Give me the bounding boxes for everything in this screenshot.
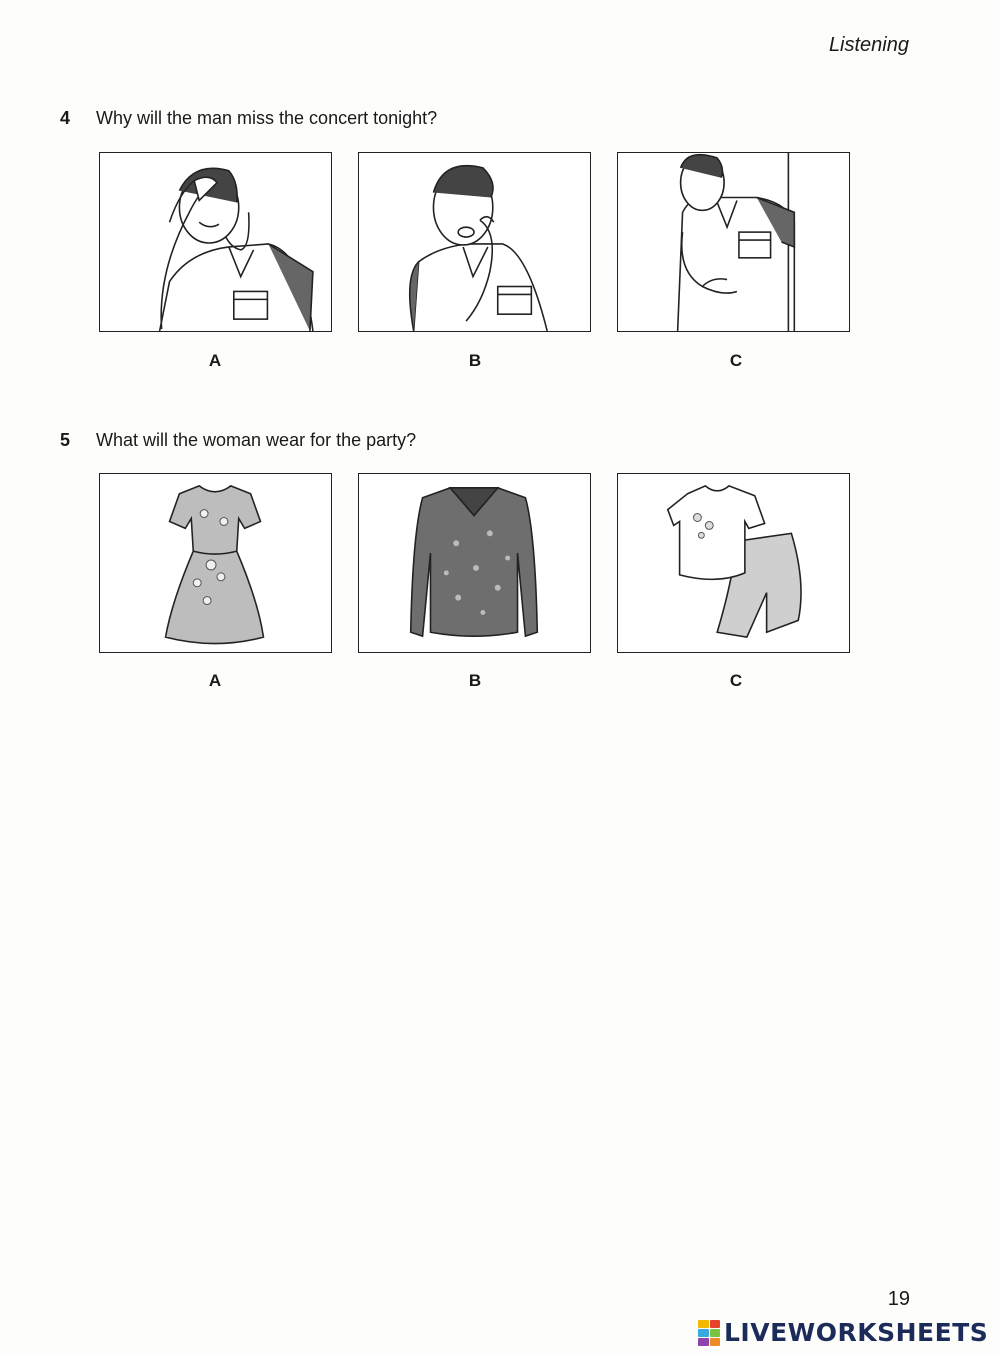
option-4b-toothache-image[interactable]	[358, 152, 591, 332]
liveworksheets-logo-icon	[698, 1320, 720, 1346]
option-4c-stomachache-image[interactable]	[617, 152, 850, 332]
option-5c-label: C	[729, 671, 743, 690]
man-headache-icon	[100, 153, 331, 331]
watermark-text: LIVEWORKSHEETS	[724, 1318, 989, 1347]
dress-icon	[100, 474, 331, 652]
question-4-number: 4	[60, 108, 71, 128]
option-4c-label: C	[729, 351, 743, 370]
section-header: Listening	[828, 34, 909, 56]
option-5b-sweater-image[interactable]	[358, 473, 591, 653]
option-5a-dress-image[interactable]	[99, 473, 332, 653]
question-4-text: Why will the man miss the concert tonight?	[96, 108, 438, 128]
option-4a-headache-image[interactable]	[99, 152, 332, 332]
option-4b-label: B	[468, 351, 482, 370]
liveworksheets-watermark	[698, 1318, 988, 1347]
option-5c-tshirt-trousers-image[interactable]	[617, 473, 850, 653]
question-5-number: 5	[60, 430, 71, 450]
option-4a-label: A	[208, 351, 222, 370]
man-stomachache-icon	[618, 153, 849, 331]
sweater-icon	[359, 474, 590, 652]
option-5b-label: B	[468, 671, 482, 690]
page-number: 19	[887, 1288, 910, 1310]
option-5a-label: A	[208, 671, 222, 690]
tshirt-and-trousers-icon	[618, 474, 849, 652]
man-toothache-icon	[359, 153, 590, 331]
question-5-text: What will the woman wear for the party?	[96, 430, 417, 450]
